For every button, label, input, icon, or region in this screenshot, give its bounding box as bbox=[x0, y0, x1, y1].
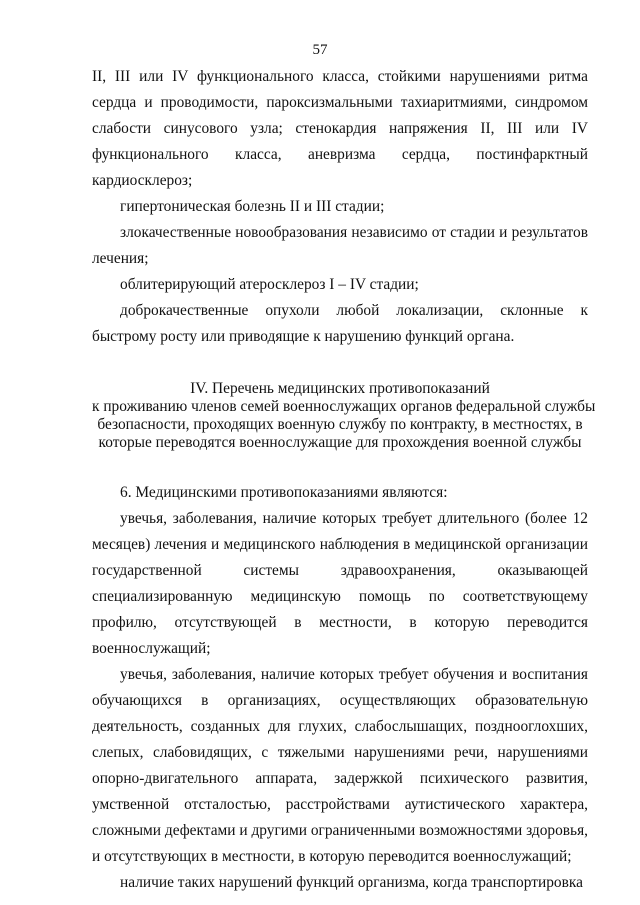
paragraph-transport: наличие таких нарушений функций организма, когда транспортировка bbox=[120, 874, 583, 891]
section-heading-line-4: которые переводятся военнослужащие для прохождения военной службы bbox=[98, 434, 582, 451]
paragraph-cardiac: II, III или IV функционального класса, стойкими нарушениями ритма сердца и проводимости, пароксизмальными тахиаритмиями, синдромом слабости синусового узла; стенокардия напряжения II, III или IV функционального класса, аневризма сердца, постинфарктный кардиосклероз; bbox=[92, 68, 588, 189]
section-heading-line-2: к проживанию членов семей военнослужащих органов федеральной службы bbox=[92, 398, 596, 415]
paragraph-item-6: 6. Медицинскими противопоказаниями являются: bbox=[120, 484, 448, 501]
paragraph-hypertension: гипертоническая болезнь II и III стадии; bbox=[120, 198, 385, 215]
paragraph-benign-tumors: доброкачественные опухоли любой локализации, склонные к быстрому росту или приводящие к нарушению функций органа. bbox=[92, 302, 588, 345]
section-heading-line-3: безопасности, проходящих военную службу по контракту, в местностях, в bbox=[97, 416, 583, 433]
document-body bbox=[92, 64, 596, 896]
paragraph-malignant: злокачественные новообразования независимо от стадии и результатов лечения; bbox=[92, 224, 588, 267]
section-heading-line-1: IV. Перечень медицинских противопоказаний bbox=[190, 380, 490, 397]
section-heading bbox=[92, 380, 596, 452]
paragraph-atherosclerosis: облитерирующий атеросклероз I – IV стадии; bbox=[120, 276, 419, 293]
paragraph-special-education: увечья, заболевания, наличие которых требует обучения и воспитания обучающихся в организациях, осуществляющих образовательную деятельность, созданных для глухих, слабослышащих, позднооглохших, слепых, слабовидящих, с тяжелыми нарушениями речи, нарушениями опорно-двигательного аппарата, задержкой психического развития, умственной отсталостью, расстройствами аутистического характера, сложными дефектами и другими ограниченными возможностями здоровья, и отсутствующих в местности, в которую переводится военнослужащий; bbox=[92, 666, 588, 865]
page-number: 57 bbox=[312, 42, 328, 58]
paragraph-long-treatment: увечья, заболевания, наличие которых требует длительного (более 12 месяцев) лечения и медицинского наблюдения в медицинской организации государственной системы здравоохранения, оказывающей специализированную медицинскую помощь по соответствующему профилю, отсутствующей в местности, в которую переводится военнослужащий; bbox=[92, 510, 588, 657]
